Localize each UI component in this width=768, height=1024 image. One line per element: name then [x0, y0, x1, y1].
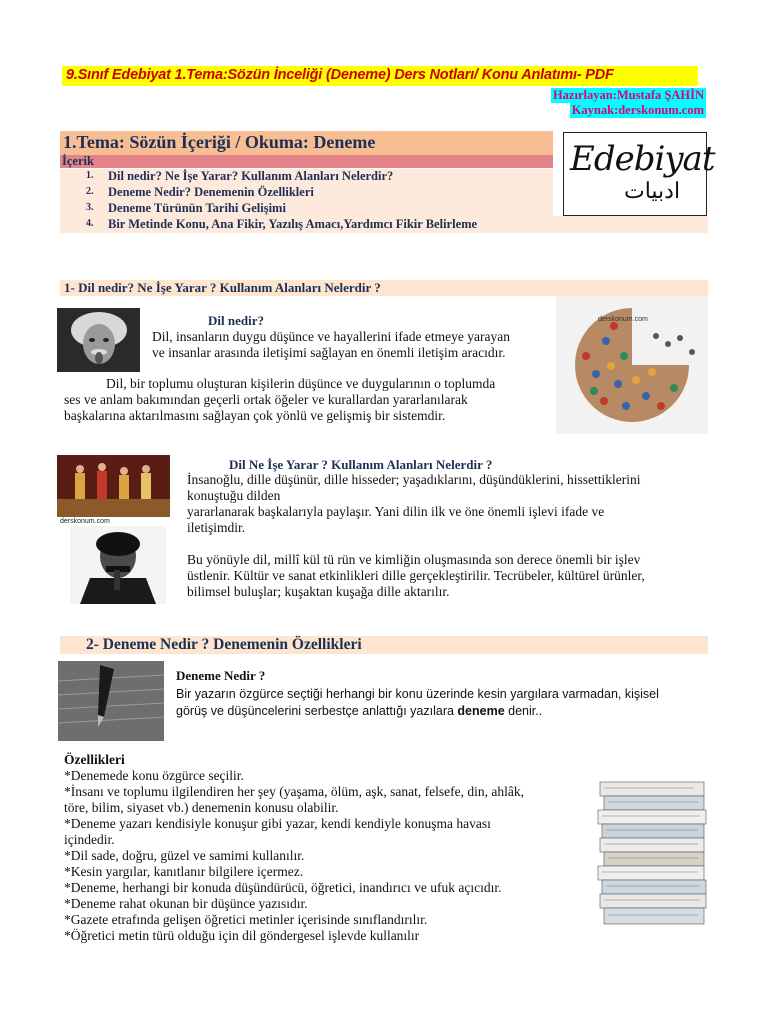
text-line: ve insanlar arasında iletişimi sağlayan en önemli iletişim aracıdır.: [152, 345, 506, 360]
text-line: üstlenir. Kültür ve sanat etkinlikleri dille gerçekleştirilir. Tecrübeler, kültürel ürünler,: [187, 568, 645, 583]
toc-item[interactable]: 2. Deneme Nedir? Denemenin Özellikleri: [86, 185, 314, 199]
einstein-photo: [57, 308, 140, 372]
text-line: bilimsel buluşlar; kuşaktan kuşağa dille aktarılır.: [187, 584, 450, 599]
dil-ne-ise-yarar-subheading: Dil Ne İşe Yarar ? Kullanım Alanları Nelerdir ?: [229, 457, 493, 472]
list-item: *Gazete etrafında gelişen öğretici metinler içerisinde sınıflandırılır.: [64, 912, 428, 927]
text-line: yararlanarak başkalarıyla paylaşır. Yani dilin ilk ve öne önemli işlevi ifade ve: [187, 504, 605, 519]
dil-nedir-subheading: Dil nedir?: [208, 313, 264, 328]
toc-item[interactable]: 3. Deneme Türünün Tarihi Gelişimi: [86, 201, 286, 215]
text-line: görüş ve düşüncelerini serbestçe anlattığı yazılara deneme denir..: [176, 704, 543, 718]
text-line: başkalarına aktarılmasını sağlayan çok yönlü ve gelişmiş bir sistemdir.: [64, 408, 446, 423]
dil-usage-paragraph: [187, 472, 645, 600]
tema-title: 1.Tema: Sözün İçeriği / Okuma: Deneme: [63, 132, 376, 152]
icerik-label: İçerik: [62, 154, 94, 168]
deneme-emphasis: deneme: [457, 704, 505, 718]
list-item: içindedir.: [64, 832, 115, 847]
theatre-photo: [57, 455, 170, 517]
source-label: Kaynak:derskonum.com: [571, 103, 704, 117]
list-item: *Kesin yargılar, kanıtlanır bilgilere içermez.: [64, 864, 304, 879]
section1-heading: 1- Dil nedir? Ne İşe Yarar ? Kullanım Alanları Nelerdir ?: [64, 280, 381, 295]
list-item: *Dil sade, doğru, güzel ve samimi kullanılır.: [64, 848, 305, 863]
list-item: *Deneme, herhangi bir konuda düşündürücü, öğretici, inandırıcı ve ufuk açıcıdır.: [64, 880, 502, 895]
page-title: 9.Sınıf Edebiyat 1.Tema:Sözün İnceliği (Deneme) Ders Notları/ Konu Anlatımı- PDF: [66, 67, 614, 83]
text-line: Dil, insanların duygu düşünce ve hayallerini ifade etmeye yarayan: [152, 329, 510, 344]
text-line: ses ve anlam bakımından geçerli ortak öğeler ve kurallardan yararlanılarak: [64, 392, 468, 407]
text-line: İnsanoğlu, dille düşünür, dille hisseder; yaşadıklarını, düşündüklerini, hissettiklerini: [187, 472, 641, 487]
logo-calligraphy: ادبيات: [624, 179, 681, 204]
icerik-bar: [60, 155, 553, 168]
newspaper-stack-photo: [594, 778, 712, 932]
list-item: töre, bilim, siyaset vb.) denemenin konusu olabilir.: [64, 800, 339, 815]
section2-heading: 2- Deneme Nedir ? Denemenin Özellikleri: [86, 636, 362, 653]
list-item: *İnsanı ve toplumu ilgilendiren her şey (yaşama, ölüm, aşk, sanat, felsefe, din, ahlâk,: [64, 784, 524, 799]
ozellikleri-title: Özellikleri: [64, 752, 125, 767]
list-item: *Öğretici metin türü olduğu için dil göndergesel işlevde kullanılır: [64, 928, 420, 943]
text-line: konuştuğu dilden: [187, 488, 281, 503]
ozellikleri-list: [64, 768, 524, 944]
list-item: *Denemede konu özgürce seçilir.: [64, 768, 244, 783]
text-line: iletişimdir.: [187, 520, 246, 535]
list-item: *Deneme yazarı kendisiyle konuşur gibi yazar, kendi kendiyle konuşma havası: [64, 816, 491, 831]
text-line: Bir yazarın özgürce seçtiği herhangi bir konu üzerinde kesin yargılara varmadan, kişisel: [176, 687, 659, 701]
deneme-definition: [176, 686, 659, 720]
watermark: derskonum.com: [60, 518, 110, 525]
author-label: Hazırlayan:Mustafa ŞAHİN: [552, 88, 704, 102]
edebiyat-logo: [563, 132, 715, 216]
text-line: Dil, bir toplumu oluşturan kişilerin düşünce ve duygularının o toplumda: [106, 376, 496, 391]
pen-writing-photo: [58, 661, 164, 741]
text-line: Bu yönüyle dil, millî kül tü rün ve kimliğin oluşmasında son derece önemli bir işlev: [187, 552, 641, 567]
deneme-nedir-subheading: Deneme Nedir ?: [176, 668, 266, 683]
dil-nedir-paragraph: [152, 329, 510, 361]
singer-photo: [70, 526, 166, 604]
toc-item[interactable]: 1. Dil nedir? Ne İşe Yarar? Kullanım Alanları Nelerdir?: [86, 169, 394, 183]
toc-item[interactable]: 4. Bir Metinde Konu, Ana Fikir, Yazılış Amacı,Yardımcı Fikir Belirleme: [86, 217, 478, 231]
list-item: *Deneme rahat okunan bir düşünce yazısıdır.: [64, 896, 308, 911]
dil-system-paragraph: [64, 376, 495, 424]
watermark: derskonum.com: [598, 316, 648, 323]
logo-text: Edebiyat: [570, 139, 715, 179]
people-pie-image: [556, 296, 708, 434]
